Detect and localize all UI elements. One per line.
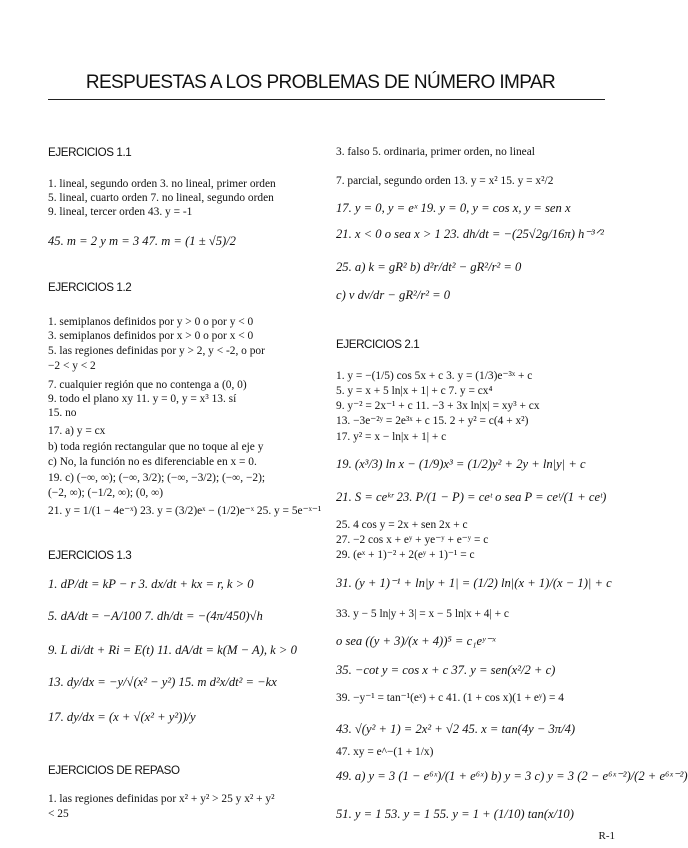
answer-line: b) toda región rectangular que no toque al eje y [48,441,264,453]
answer-line: 9. y⁻² = 2x⁻¹ + c 11. −3 + 3x ln|x| = xy³ + cx [336,400,540,412]
answer-line: c) v dv/dr − gR²/r² = 0 [336,288,451,302]
answer-line: 17. y = 0, y = eˣ 19. y = 0, y = cos x, y = sen x [336,201,571,215]
answer-line: 17. y² = x − ln|x + 1| + c [336,431,447,443]
answer-line: 1. dP/dt = kP − r 3. dx/dt + kx = r, k > 0 [48,577,254,591]
answer-line: 1. y = −(1/5) cos 5x + c 3. y = (1/3)e⁻³ˣ + c [336,370,533,382]
answer-line: 1. semiplanos definidos por y > 0 o por y < 0 [48,316,254,328]
answer-line: 25. 4 cos y = 2x + sen 2x + c [336,519,468,531]
answer-line: 35. −cot y = cos x + c 37. y = sen(x²/2 + c) [336,663,556,677]
section-heading: EJERCICIOS DE REPASO [48,764,180,777]
answer-line: 1. las regiones definidas por x² + y² > 25 y x² + y² [48,793,275,805]
answer-line: (−2, ∞); (−1/2, ∞); (0, ∞) [48,487,164,499]
section-heading: EJERCICIOS 1.2 [48,281,132,294]
answer-line: 21. y = 1/(1 − 4e⁻ˣ) 23. y = (3/2)eˣ − (1/2)e⁻ˣ 25. y = 5e⁻ˣ⁻¹ [48,505,322,517]
answer-line: 33. y − 5 ln|y + 3| = x − 5 ln|x + 4| + c [336,608,509,620]
answer-line: 3. falso 5. ordinaria, primer orden, no lineal [336,146,535,158]
answer-line: 15. no [48,407,77,419]
answer-line: 17. a) y = cx [48,425,106,437]
section-heading: EJERCICIOS 1.3 [48,549,132,562]
answer-line: 51. y = 1 53. y = 1 55. y = 1 + (1/10) tan(x/10) [336,807,574,821]
answer-line: < 25 [48,808,69,820]
answer-line: 45. m = 2 y m = 3 47. m = (1 ± √5)/2 [48,234,236,248]
answer-line: 13. −3e⁻²ʸ = 2e³ˣ + c 15. 2 + y² = c(4 + x²) [336,415,529,427]
answer-line: −2 < y < 2 [48,360,96,372]
answer-line: 47. xy = e^−(1 + 1/x) [336,746,434,758]
section-heading: EJERCICIOS 2.1 [336,338,420,351]
answer-line: 49. a) y = 3 (1 − e⁶ˣ)/(1 + e⁶ˣ) b) y = 3 c) y = 3 (2 − e⁶ˣ⁻²)/(2 + e⁶ˣ⁻²) [336,769,688,783]
answer-line: 9. todo el plano xy 11. y = 0, y = x³ 13. sí [48,393,237,405]
answer-line: 21. S = ceᵏʳ 23. P/(1 − P) = ceᵗ o sea P = ceᵗ/(1 + ceᵗ) [336,490,607,504]
answer-line: 3. semiplanos definidos por x > 0 o por x < 0 [48,330,254,342]
page-title: RESPUESTAS A LOS PROBLEMAS DE NÚMERO IMPAR [85,72,556,93]
answer-line: 21. x < 0 o sea x > 1 23. dh/dt = −(25√2g/16π) h⁻³ᐟ² [336,227,604,241]
page-number: R-1 [598,830,615,842]
answer-line: 9. lineal, tercer orden 43. y = -1 [48,206,193,218]
answer-line: 39. −y⁻¹ = tan⁻¹(eˣ) + c 41. (1 + cos x)(1 + eʸ) = 4 [336,692,564,704]
answer-line: 5. lineal, cuarto orden 7. no lineal, segundo orden [48,192,274,204]
answer-line: c) No, la función no es diferenciable en x = 0. [48,456,257,468]
answer-line: 13. dy/dx = −y/√(x² − y²) 15. m d²x/dt² = −kx [48,675,277,689]
answer-line: 5. dA/dt = −A/100 7. dh/dt = −(4π/450)√h [48,609,263,623]
answer-line: 1. lineal, segundo orden 3. no lineal, primer orden [48,178,276,190]
title-rule [48,99,605,100]
answer-line: o sea ((y + 3)/(x + 4))⁵ = c₁eʸ⁻ˣ [336,634,496,648]
answer-line: 43. √(y² + 1) = 2x² + √2 45. x = tan(4y − 3π/4) [336,722,576,736]
answer-line: 25. a) k = gR² b) d²r/dt² − gR²/r² = 0 [336,260,522,274]
answer-line: 5. y = x + 5 ln|x + 1| + c 7. y = cx⁴ [336,385,493,397]
answer-line: 31. (y + 1)⁻¹ + ln|y + 1| = (1/2) ln|(x + 1)/(x − 1)| + c [336,576,612,590]
answer-line: 27. −2 cos x + eʸ + ye⁻ʸ + e⁻ʸ = c [336,534,489,546]
section-heading: EJERCICIOS 1.1 [48,146,132,159]
answer-line: 19. (x³/3) ln x − (1/9)x³ = (1/2)y² + 2y + ln|y| + c [336,457,586,471]
answer-line: 7. cualquier región que no contenga a (0, 0) [48,379,247,391]
answer-line: 5. las regiones definidas por y > 2, y < -2, o por [48,345,265,357]
answer-line: 7. parcial, segundo orden 13. y = x² 15. y = x²/2 [336,175,554,187]
answer-line: 9. L di/dt + Ri = E(t) 11. dA/dt = k(M − A), k > 0 [48,643,297,657]
answer-line: 29. (eˣ + 1)⁻² + 2(eʸ + 1)⁻¹ = c [336,549,475,561]
answer-line: 17. dy/dx = (x + √(x² + y²))/y [48,710,196,724]
answer-line: 19. c) (−∞, ∞); (−∞, 3/2); (−∞, −3/2); (−∞, −2); [48,472,266,484]
